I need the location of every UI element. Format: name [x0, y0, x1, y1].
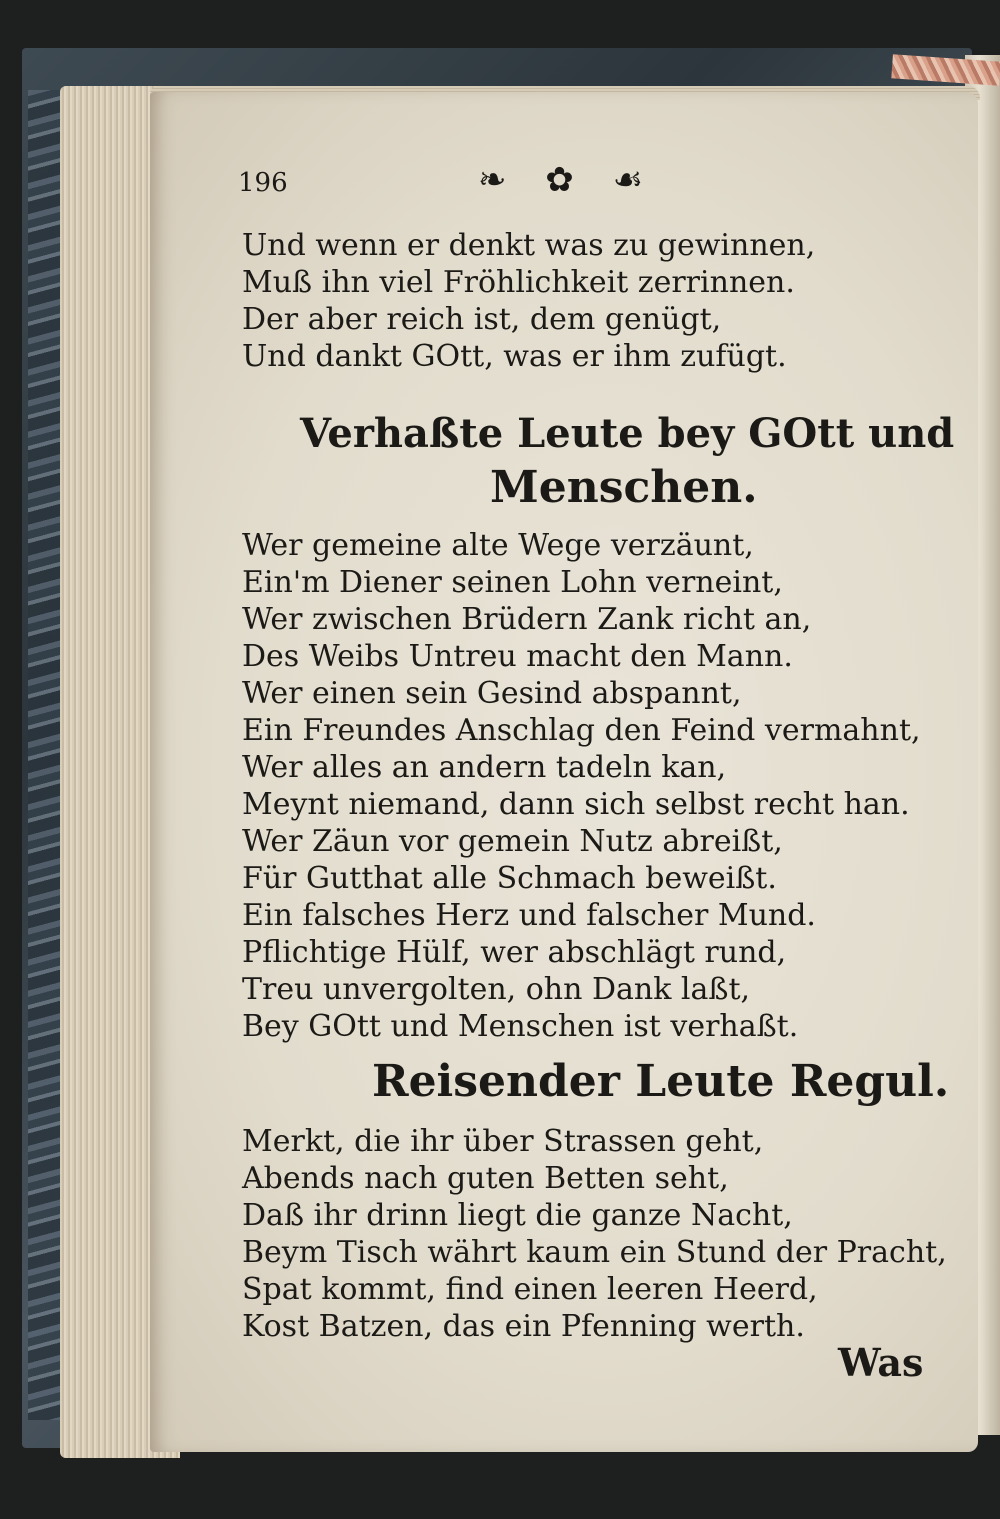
poem-line: Merkt, die ihr über Strassen geht,	[242, 1124, 764, 1159]
poem-line: Wer zwischen Brüdern Zank richt an,	[242, 602, 812, 637]
poem-line: Muß ihn viel Fröhlichkeit zerrinnen.	[242, 265, 795, 300]
section-heading: Reisender Leute Regul.	[372, 1056, 950, 1107]
poem-line: Wer Zäun vor gemein Nutz abreißt,	[242, 824, 783, 859]
poem-line: Abends nach guten Betten seht,	[242, 1161, 729, 1196]
page-number: 196	[238, 168, 288, 198]
poem-line: Und wenn er denkt was zu gewinnen,	[242, 228, 816, 263]
poem-line: Ein'm Diener seinen Lohn verneint,	[242, 565, 783, 600]
poem-line: Wer gemeine alte Wege verzäunt,	[242, 528, 754, 563]
section-heading-continued: Menschen.	[490, 462, 758, 513]
poem-line: Spat kommt, find einen leeren Heerd,	[242, 1272, 818, 1307]
catchword: Was	[838, 1340, 924, 1385]
poem-line: Und dankt GOtt, was er ihm zufügt.	[242, 339, 787, 374]
poem-line: Der aber reich ist, dem genügt,	[242, 302, 722, 337]
poem-line: Kost Batzen, das ein Pfenning werth.	[242, 1309, 805, 1344]
section-heading: Verhaßte Leute bey GOtt und	[300, 410, 955, 457]
poem-line: Daß ihr drinn liegt die ganze Nacht,	[242, 1198, 793, 1233]
poem-line: Wer alles an andern tadeln kan,	[242, 750, 727, 785]
poem-line: Ein Freundes Anschlag den Feind vermahnt,	[242, 713, 921, 748]
poem-line: Wer einen sein Gesind abspannt,	[242, 676, 742, 711]
poem-line: Meynt niemand, dann sich selbst recht han.	[242, 787, 910, 822]
poem-line: Ein falsches Herz und falscher Mund.	[242, 898, 816, 933]
poem-line: Pflichtige Hülf, wer abschlägt rund,	[242, 935, 787, 970]
poem-line: Treu unvergolten, ohn Dank laßt,	[242, 972, 751, 1007]
poem-line: Für Gutthat alle Schmach beweißt.	[242, 861, 777, 896]
poem-line: Des Weibs Untreu macht den Mann.	[242, 639, 793, 674]
header-ornament: ❧ ✿ ☙	[478, 160, 658, 200]
poem-line: Bey GOtt und Menschen ist verhaßt.	[242, 1009, 799, 1044]
poem-line: Beym Tisch währt kaum ein Stund der Pracht,	[242, 1235, 947, 1270]
